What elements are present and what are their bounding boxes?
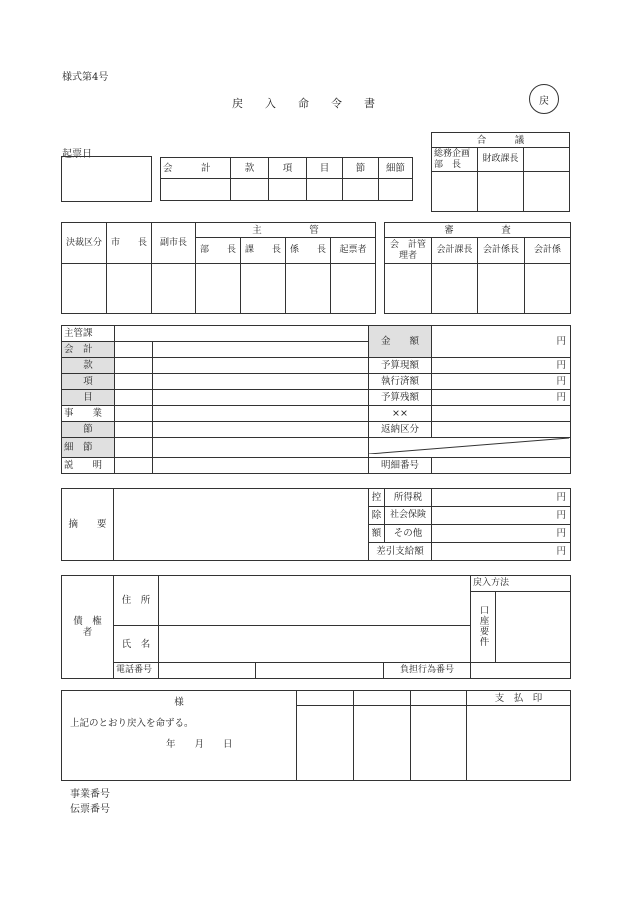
consultation-extra (524, 148, 570, 172)
summary-text[interactable] (114, 489, 369, 561)
payment-seal-box[interactable] (467, 706, 571, 781)
refund-method-label: 戻入方法 (471, 576, 571, 592)
order-head-3 (411, 691, 467, 706)
remaining-label: 予算残額 (369, 390, 432, 406)
audit-seal-4[interactable] (525, 264, 571, 314)
remaining-value[interactable]: 円 (432, 390, 571, 406)
social-insurance-value[interactable]: 円 (432, 507, 571, 525)
summary-label: 摘 要 (62, 489, 114, 561)
moku-label: 目 (62, 390, 115, 406)
order-head-2 (354, 691, 411, 706)
deduction-char-3: 額 (369, 525, 385, 543)
form-title: 戻 入 命 令 書 (232, 97, 375, 110)
business-label: 事 業 (62, 406, 115, 422)
audit-table (384, 222, 571, 314)
detail-number-label: 明細番号 (369, 458, 432, 474)
saisetsu-header: 細節 (379, 158, 413, 179)
main-section-value[interactable] (115, 326, 369, 342)
moku-cell[interactable] (307, 179, 343, 201)
saisetsu-cell[interactable] (379, 179, 413, 201)
consultation-seal-3[interactable] (524, 172, 570, 212)
approval-seal-5[interactable] (241, 264, 286, 314)
budget-table (61, 325, 571, 474)
amount-label: 金 額 (369, 326, 432, 358)
general-planning-director: 総務企画部 長 (432, 148, 478, 172)
setsu-cell[interactable] (343, 179, 379, 201)
net-payment-label: 差引支給額 (369, 543, 432, 561)
account-header: 会 計 (161, 158, 231, 179)
address-value[interactable] (159, 576, 471, 626)
marks-value (432, 406, 571, 422)
income-tax-label: 所得税 (385, 489, 432, 507)
executed-value[interactable]: 円 (432, 374, 571, 390)
kou-cell[interactable] (269, 179, 307, 201)
moku-header: 目 (307, 158, 343, 179)
name-label: 氏 名 (114, 626, 159, 663)
saisetsu-name[interactable] (153, 438, 369, 458)
audit-seal-1[interactable] (385, 264, 432, 314)
description-text[interactable] (153, 458, 369, 474)
approval-seal-1[interactable] (62, 264, 107, 314)
sub-chief-label: 係 長 (286, 238, 331, 264)
account-label: 会 計 (62, 342, 115, 358)
other-value[interactable]: 円 (432, 525, 571, 543)
kan-code[interactable] (115, 358, 153, 374)
form-number: 様式第4号 (62, 72, 109, 83)
mayor-label: 市 長 (107, 223, 152, 264)
account-cell[interactable] (161, 179, 231, 201)
diagonal-cell (369, 438, 571, 458)
detail-number-value[interactable] (432, 458, 571, 474)
moku-code[interactable] (115, 390, 153, 406)
order-seal-1[interactable] (297, 706, 354, 781)
accounting-clerk-label: 会計係 (525, 238, 571, 264)
setsu-name[interactable] (153, 422, 369, 438)
name-value[interactable] (159, 626, 471, 663)
current-budget-value[interactable]: 円 (432, 358, 571, 374)
audit-seal-2[interactable] (432, 264, 478, 314)
account-code[interactable] (115, 342, 153, 358)
deduction-char-1: 控 (369, 489, 385, 507)
refund-type-label: 返納区分 (369, 422, 432, 438)
section-chief-label: 課 長 (241, 238, 286, 264)
order-seal-3[interactable] (411, 706, 467, 781)
order-table (61, 690, 571, 781)
order-seal-2[interactable] (354, 706, 411, 781)
draft-date-label: 起票日 (62, 149, 92, 160)
address-label: 住 所 (114, 576, 159, 626)
stamp-mark: 戻 (529, 84, 559, 114)
main-group-label: 主 管 (196, 223, 376, 238)
obligation-number-label: 負担行為番号 (384, 663, 471, 679)
audit-seal-3[interactable] (478, 264, 525, 314)
voucher-number-label: 伝票番号 (70, 804, 110, 815)
kou-label: 項 (62, 374, 115, 390)
approval-seal-2[interactable] (107, 264, 152, 314)
accounting-sub-label: 会計係長 (478, 238, 525, 264)
saisetsu-label: 細 節 (62, 438, 115, 458)
drafter-label: 起票者 (331, 238, 376, 264)
deduction-char-2: 除 (369, 507, 385, 525)
director-label: 部 長 (196, 238, 241, 264)
kan-label: 款 (62, 358, 115, 374)
net-payment-value[interactable]: 円 (432, 543, 571, 561)
approval-table (61, 222, 376, 314)
business-code[interactable] (115, 406, 153, 422)
order-head-1 (297, 691, 354, 706)
account-requirement-label: 口座要件 (471, 592, 496, 663)
kou-header: 項 (269, 158, 307, 179)
order-date: 年 月 日 (166, 739, 233, 750)
deputy-mayor-label: 副市長 (152, 223, 196, 264)
accounting-manager-label: 会 計管理者 (385, 238, 432, 264)
account-code-table (160, 157, 413, 201)
consultation-seal-2[interactable] (478, 172, 524, 212)
diagonal-line (369, 438, 569, 454)
account-name[interactable] (153, 342, 369, 358)
setsu-code[interactable] (115, 422, 153, 438)
setsu-header: 節 (343, 158, 379, 179)
consultation-table (431, 132, 570, 212)
business-number-label: 事業番号 (70, 789, 110, 800)
moku-name[interactable] (153, 390, 369, 406)
phone-value-1[interactable] (159, 663, 256, 679)
approval-seal-7[interactable] (331, 264, 376, 314)
amount-value[interactable]: 円 (432, 326, 571, 358)
executed-label: 執行済額 (369, 374, 432, 390)
main-section-label: 主管課 (62, 326, 115, 342)
approval-seal-6[interactable] (286, 264, 331, 314)
phone-label: 電話番号 (114, 663, 159, 679)
business-name[interactable] (153, 406, 369, 422)
summary-table (61, 488, 571, 561)
setsu-label: 節 (62, 422, 115, 438)
creditor-label: 債 権 者 (62, 576, 114, 679)
accounting-chief-label: 会計課長 (432, 238, 478, 264)
honorific: 様 (174, 697, 184, 708)
creditor-table (61, 575, 571, 679)
current-budget-label: 予算現額 (369, 358, 432, 374)
kan-cell[interactable] (231, 179, 269, 201)
kan-header: 款 (231, 158, 269, 179)
income-tax-value[interactable]: 円 (432, 489, 571, 507)
social-insurance-label: 社会保険 (385, 507, 432, 525)
draft-date-box[interactable] (61, 156, 152, 202)
saisetsu-code[interactable] (115, 438, 153, 458)
account-requirement-value[interactable] (496, 592, 571, 663)
description-code[interactable] (115, 458, 153, 474)
decision-type-label: 決裁区分 (62, 223, 107, 264)
consultation-seal-1[interactable] (432, 172, 478, 212)
order-text-cell (62, 691, 297, 781)
payment-seal-label: 支 払 印 (467, 691, 571, 706)
audit-title: 審 査 (385, 223, 571, 238)
approval-seal-3[interactable] (152, 264, 196, 314)
approval-seal-4[interactable] (196, 264, 241, 314)
marks-label: ×× (369, 406, 432, 422)
kou-name[interactable] (153, 374, 369, 390)
kou-code[interactable] (115, 374, 153, 390)
kan-name[interactable] (153, 358, 369, 374)
consultation-title: 合 議 (432, 133, 570, 148)
obligation-number-value[interactable] (471, 663, 571, 679)
finance-chief: 財政課長 (478, 148, 524, 172)
refund-type-value[interactable] (432, 422, 571, 438)
other-label: その他 (385, 525, 432, 543)
description-label: 説 明 (62, 458, 115, 474)
order-statement: 上記のとおり戻入を命ずる。 (70, 718, 194, 729)
phone-value-2[interactable] (256, 663, 384, 679)
